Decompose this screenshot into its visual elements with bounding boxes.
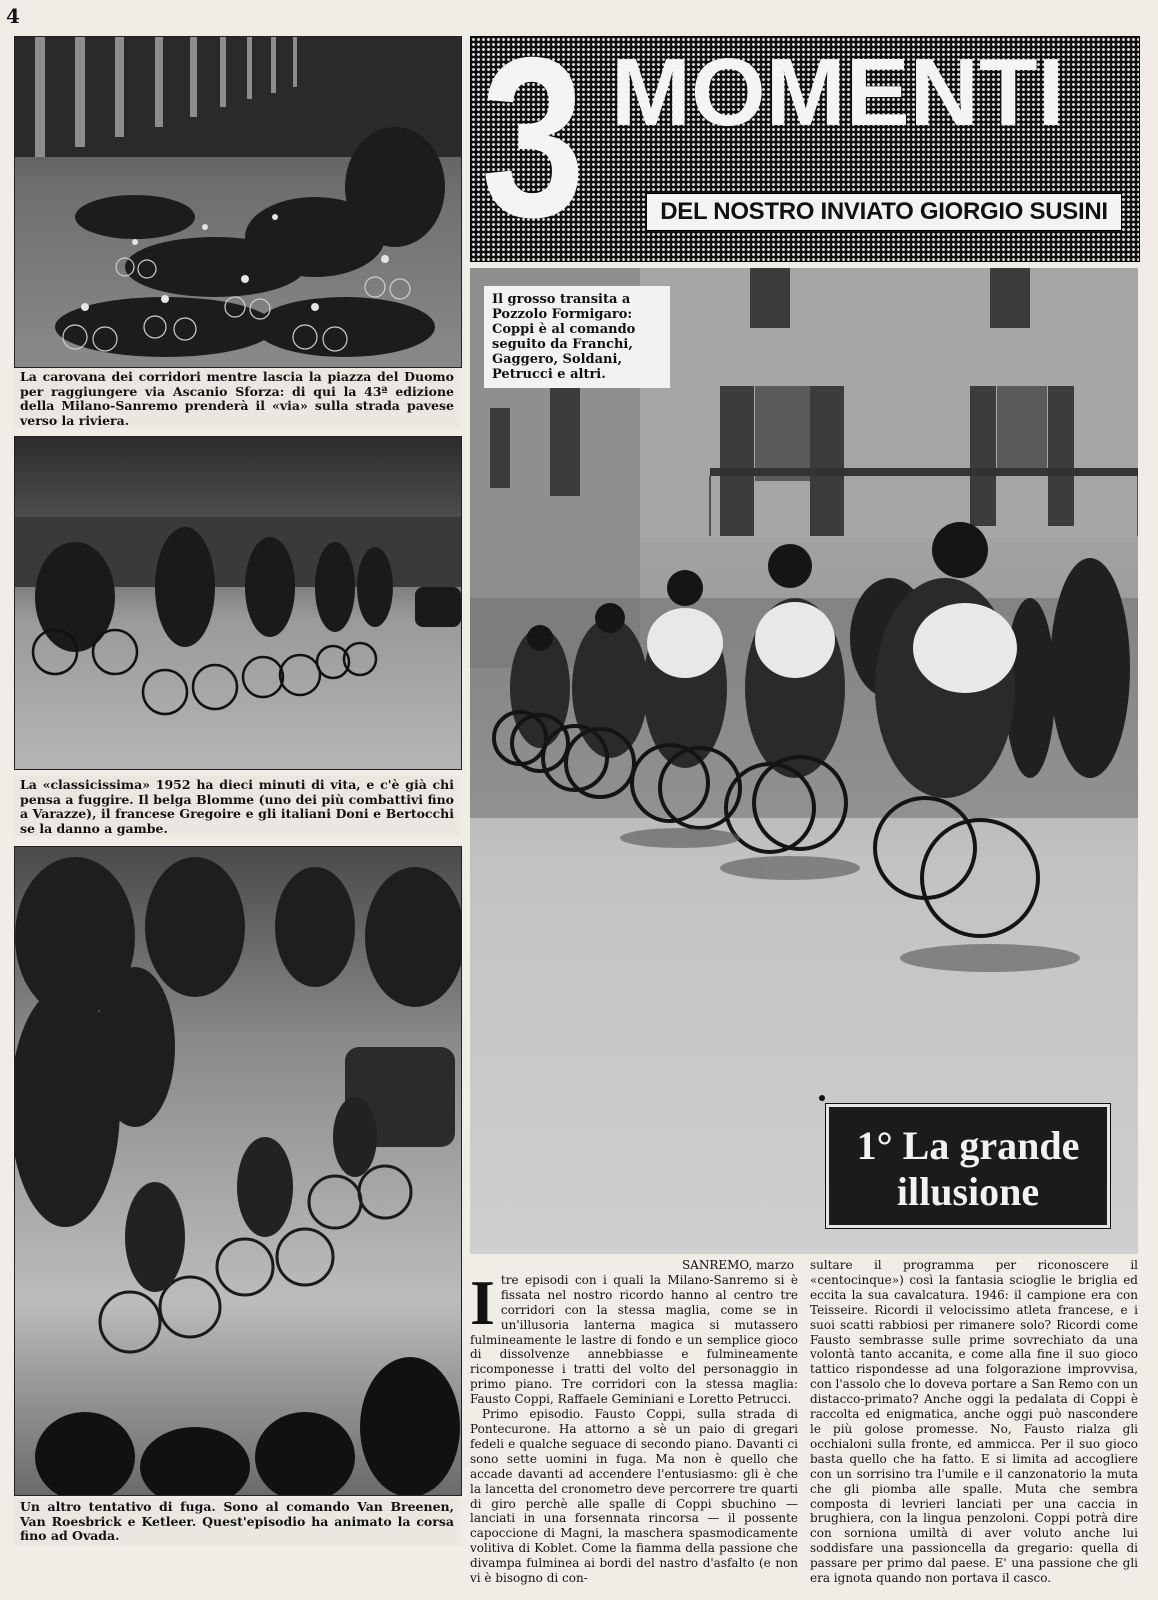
header-title: MOMENTI <box>611 39 1065 146</box>
photo2-caption: La «classicissima» 1952 ha dieci minuti di vita, e c'è già chi pensa a fuggire. Il belga Blomme (uno dei più combattivi fino a Varazze), il francese Gregoire e gli italiani Doni e Bertocchi se la danno a gambe. <box>14 776 460 836</box>
article-dateline: SANREMO, marzo <box>681 1258 794 1272</box>
article-column-1 <box>470 1258 798 1586</box>
section-title-line2: illusione <box>896 1169 1040 1214</box>
section-title <box>826 1104 1110 1228</box>
main-photo-caption: Il grosso transita a Pozzolo Formigaro: Coppi è al comando seguito da Franchi, Gaggero, Soldani, Petrucci e altri. <box>484 286 670 388</box>
photo1-caption: La carovana dei corridori mentre lascia la piazza del Duomo per raggiungere via Ascanio Sforza: di qui la 43ª edizione della Milano-Sanremo prenderà il «via» sulla strada pavese verso la riviera. <box>14 368 460 428</box>
photo-peloton-duomo <box>14 36 462 368</box>
article-column-2 <box>810 1258 1138 1586</box>
header-byline: DEL NOSTRO INVIATO GIORGIO SUSINI <box>646 193 1122 231</box>
header-number: 3 <box>481 36 585 262</box>
article-dropcap: I <box>470 1266 495 1338</box>
header-banner <box>470 36 1140 262</box>
article-paragraph: sultare il programma per riconoscere il «centocinque») così la fantasia scioglie le briglia ed eccita la sua cavalcatura. 1946: il campione era con Teisseire. Ricordi il velocissimo atleta francese, e i suoi scatti rabbiosi per rimanere solo? Ricordi come Fausto sembrasse sulle prime sovrechiato da una volontà tanto accanita, e come alla fine il suo gioco tattico rispondesse ad una folgorazione improvvisa, con l'assolo che lo doveva portare a San Remo con un distacco-primato? Anche oggi la pedalata di Coppi è raccolta ed enigmatica, anche oggi può nascondere le più golose promesse. No, Fausto rialza gli occhialoni sulla fronte, ed ammicca. Per il suo gioco basta quello che ha fatto. E si limita ad accogliere con un sorrisino tra l'umile e il canzonatorio la muta che gli piomba alle spalle. Muta che sembra composta di levrieri lanciati per una caccia in brughiera, con la lingua penzoloni. Coppi potrà dire con sorniona umiltà di aver voluto anche lui soddisfare una passioncella da gregario: quella di passare per primo dal paese. E' una passione che gli era ignota quando non portava il casco. <box>810 1258 1138 1586</box>
article-paragraph: Primo episodio. Fausto Coppi, sulla strada di Pontecurone. Ha attorno a sè un paio di gregari fedeli e qualche seguace di secondo piano. Davanti ci sono sette uomini in fuga. Ma non è quello che accade davanti ad accendere l'entusiasmo: gli è che la lancetta del cronometro deve percorrere tre quarti di giro perchè alle spalle di Coppi sbuchino — lanciati in una forsennata rincorsa — il possente capoccione di Magni, la maschera spasmodicamente volitiva di Koblet. Come la fiamma della passione che divampa fulminea ai bordi del nastro d'asfalto (e non vi è bisogno di con- <box>470 1407 798 1586</box>
page-number: 4 <box>6 4 20 28</box>
photo3-caption: Un altro tentativo di fuga. Sono al comando Van Breenen, Van Roesbrick e Ketleer. Quest'episodio ha animato la corsa fino ad Ovada. <box>14 1498 460 1546</box>
photo-early-breakaway <box>14 436 462 770</box>
section-title-line1: 1° La grande <box>856 1123 1080 1168</box>
article-paragraph: tre episodi con i quali la Milano-Sanremo si è fissata nel nostro ricordo hanno al centro tre corridori con la stessa maglia, come se in un'illusoria lanterna magica si mutassero fulmineamente le lastre di fondo e un semplice gioco di dissolvenze annebbiasse e fulmineamente ricomponesse i tratti del volto del personaggio in primo piano. Tre corridori con la stessa maglia: Fausto Coppi, Raffaele Geminiani e Loretto Petrucci. <box>470 1272 798 1407</box>
photo-breakaway-attempt <box>14 846 462 1496</box>
